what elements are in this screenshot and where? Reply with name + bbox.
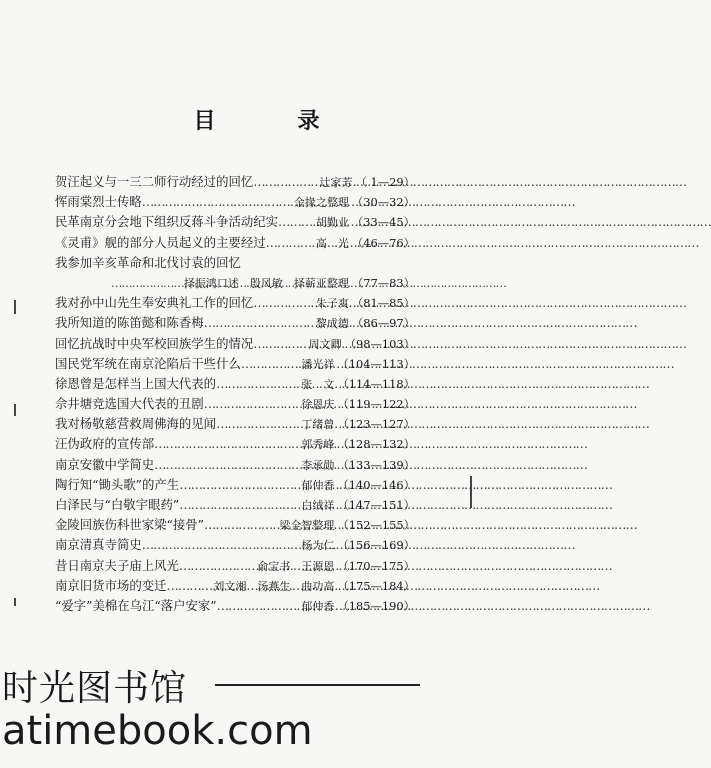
toc-entry: [55, 475, 415, 495]
toc-entry-pages: （114—118）: [337, 376, 415, 391]
toc-entry-title: 国民党军统在南京沦陷后干些什么: [55, 355, 241, 371]
toc-entry-author: 黎成德: [315, 317, 349, 331]
toc-entry-pages: （147—151）: [337, 498, 415, 512]
toc-entry-title: 我对孙中山先生奉安典礼工作的回忆: [55, 295, 254, 311]
table-of-contents: [55, 172, 415, 616]
toc-entry-pages: （30—32）: [351, 195, 415, 210]
toc-entry: [55, 455, 415, 475]
toc-entry-pages: （81—85）: [351, 296, 415, 311]
toc-entry-title: 南京清真寺简史: [55, 537, 142, 553]
toc-leader-dots: [204, 394, 300, 414]
toc-entry-author: 辻家芳: [319, 176, 353, 189]
toc-entry: [55, 515, 415, 535]
toc-entry-author: 金掾之整理: [293, 196, 349, 210]
toc-entry-author: 周文卿: [308, 337, 342, 351]
toc-entry-pages: （128—132）: [337, 437, 415, 452]
toc-entry-author: 朱子爽: [315, 297, 349, 311]
toc-entry-title: 陶行知“锄头歌”的产生: [55, 476, 180, 492]
watermark-divider: [215, 684, 420, 686]
toc-entry-author: 郁仲香: [301, 478, 335, 492]
toc-entry-author: 择振鸿口述 殷风敏 择蕲亚整理: [183, 276, 349, 290]
toc-entry-title: “爱字”美棉在乌江“落户安家”: [55, 597, 217, 613]
toc-entry: [55, 192, 415, 212]
toc-entry: [55, 313, 415, 333]
toc-entry-title: 民革南京分会地下组织反蒋斗争活动纪实: [55, 214, 279, 230]
toc-entry-pages: （119—122）: [337, 397, 415, 412]
toc-leader-dots: [253, 334, 306, 354]
toc-entry-title: 汪伪政府的宣传部: [55, 436, 155, 452]
toc-leader-dots: [154, 434, 299, 454]
toc-leader-dots: [217, 596, 300, 616]
toc-entry-author: 郭秀峰: [301, 438, 335, 452]
toc-entry-pages: （77—83）: [351, 275, 415, 290]
toc-entry: [55, 172, 415, 192]
toc-entry: [55, 414, 415, 434]
toc-entry-author: 白绒祥: [301, 499, 335, 512]
toc-entry-title: 贺汪起义与一三二师行动经过的回忆: [55, 174, 254, 189]
toc-entry-author: 丁绪曾: [301, 418, 335, 432]
toc-entry-pages: （86—97）: [351, 316, 415, 331]
toc-entry-author: 郁仲香: [301, 599, 335, 613]
toc-leader-dots: [142, 535, 300, 555]
toc-entry-title: 《灵甫》舰的部分人员起义的主要经过: [55, 234, 266, 250]
toc-leader-dots: [204, 313, 314, 333]
toc-entry-title: 昔日南京夫子庙上风光: [55, 557, 179, 573]
toc-leader-dots: [204, 515, 277, 535]
toc-entry-author: 潘光祥: [301, 357, 335, 371]
toc-entry-author: 杨为仁: [301, 539, 335, 553]
toc-entry-title: 我所知道的陈笛懿和陈香梅: [55, 315, 204, 331]
toc-entry-pages: （175—184）: [337, 578, 415, 593]
margin-mark: [14, 598, 16, 606]
toc-entry-title: 南京旧货市场的变迁: [55, 577, 167, 593]
toc-leader-dots: [278, 212, 314, 232]
toc-entry-title: 金陵回族伤科世家梁“接骨”: [55, 517, 204, 533]
toc-entry-pages: （33—45）: [351, 215, 415, 230]
toc-entry-pages: （156—169）: [337, 538, 415, 553]
toc-entry-title: 恽雨棠烈士传略: [55, 194, 142, 210]
toc-leader-dots: [179, 475, 299, 495]
margin-mark: [470, 476, 472, 508]
page-title: 目 录: [193, 108, 350, 134]
toc-leader-dots: [142, 192, 292, 212]
toc-entry: [55, 394, 415, 414]
toc-entry-title: 白泽民与“白敬宇眼药”: [55, 497, 180, 512]
toc-entry-pages: （170—175）: [337, 558, 415, 573]
toc-entry-title: 回忆抗战时中央军校回族学生的情况: [55, 335, 254, 351]
margin-mark: [14, 404, 16, 416]
toc-entry: [55, 434, 415, 454]
toc-entry-author: 俞宝书 王源恩: [257, 559, 335, 573]
toc-entry-pages: （ 1—29）: [355, 175, 415, 189]
toc-entry-author: 李承勋: [301, 458, 335, 472]
toc-entry-pages: （140—146）: [337, 477, 415, 492]
margin-mark: [14, 300, 16, 314]
toc-entry-pages: （104—113）: [337, 356, 415, 371]
toc-leader-dots: [111, 273, 182, 293]
toc-entry: [55, 596, 415, 616]
toc-entry-author: 徐恩庆: [301, 398, 335, 412]
toc-leader-dots: [179, 495, 299, 515]
toc-entry: [55, 354, 415, 374]
toc-entry-title: 我参加辛亥革命和北伐讨袁的回忆: [55, 254, 241, 270]
toc-entry: [55, 293, 415, 313]
toc-entry-pages: （46—76）: [351, 235, 415, 250]
toc-entry-pages: （98—103）: [344, 336, 415, 351]
toc-entry-title: 南京安徽中学简史: [55, 456, 155, 472]
toc-entry: [55, 212, 415, 232]
toc-entry: [55, 233, 415, 253]
toc-entry: [55, 334, 415, 354]
toc-leader-dots: [216, 414, 299, 434]
toc-leader-dots: [216, 374, 299, 394]
toc-leader-dots: [253, 293, 314, 313]
toc-entry: [55, 535, 415, 555]
toc-entry: [55, 556, 415, 576]
watermark-site-name: 时光图书馆: [2, 668, 188, 709]
toc-leader-dots: [154, 455, 299, 475]
toc-leader-dots: [266, 233, 314, 253]
toc-entry-pages: （185—190）: [337, 598, 415, 613]
watermark-url: atimebook.com: [2, 708, 313, 754]
toc-leader-dots: [167, 576, 212, 596]
toc-entry-author: 胡勤业: [315, 216, 349, 230]
toc-entry: [55, 273, 415, 293]
toc-entry-author: 梁全智整理: [279, 519, 335, 533]
toc-entry-title: 徐恩曾是怎样当上国大代表的: [55, 375, 217, 391]
toc-entry-author: 刘文湘 汤燕生 曲功高: [213, 579, 335, 593]
toc-entry: [55, 495, 415, 515]
toc-entry-author: 高 光: [315, 236, 349, 250]
toc-entry-author: 张 文: [301, 377, 335, 391]
toc-leader-dots: [253, 172, 317, 192]
toc-entry-pages: （123—127）: [337, 417, 415, 432]
toc-entry-title: 佘井塘竞选国大代表的丑剧: [55, 396, 204, 412]
toc-entry-title: 我对杨敬慈营救周佛海的见闻: [55, 416, 217, 432]
toc-leader-dots: [241, 354, 299, 374]
toc-entry: [55, 374, 415, 394]
toc-entry: [55, 576, 415, 596]
toc-entry: [55, 253, 415, 273]
toc-leader-dots: [179, 556, 255, 576]
toc-entry-pages: （133—139）: [337, 457, 415, 472]
toc-entry-pages: （152—155）: [337, 518, 415, 533]
